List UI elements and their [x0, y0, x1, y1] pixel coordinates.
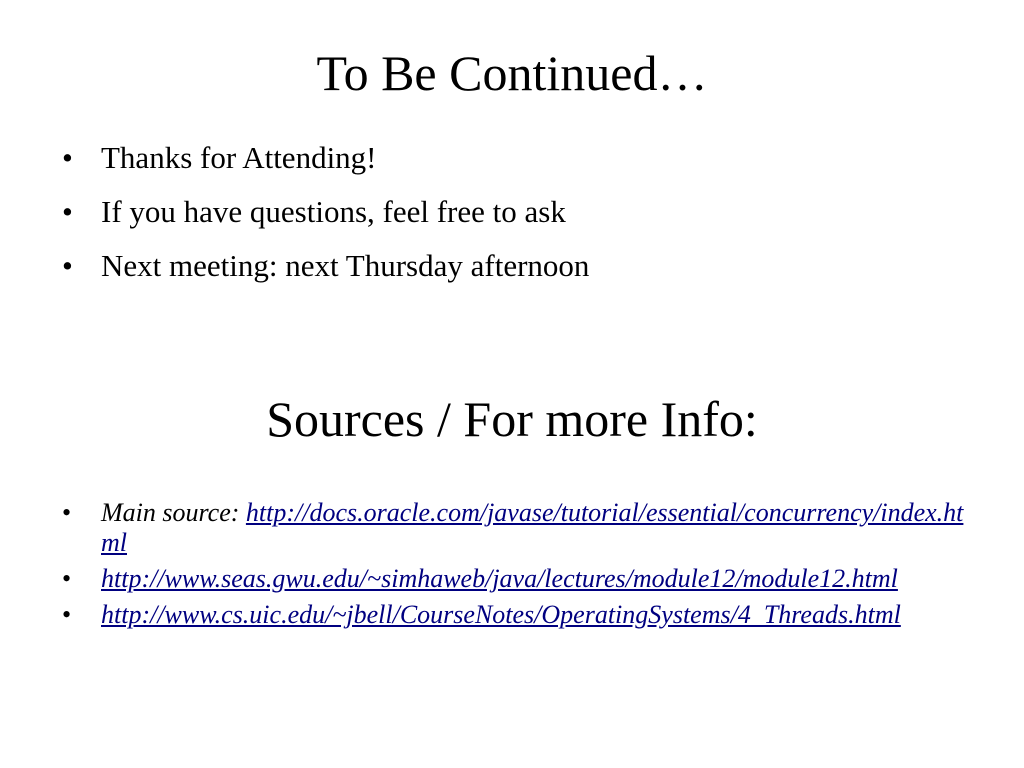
bullet-icon: •: [62, 140, 73, 175]
main-bullet-list: [0, 140, 1024, 302]
sources-list: [0, 498, 1024, 636]
source-item: [0, 600, 1024, 630]
source-item: [0, 564, 1024, 594]
bullet-text: Next meeting: next Thursday afternoon: [101, 248, 590, 283]
sources-title: Sources / For more Info:: [266, 391, 758, 447]
source-link[interactable]: http://docs.oracle.com/javase/tutorial/essential/concurrency/index.html: [101, 498, 964, 557]
source-link[interactable]: http://www.cs.uic.edu/~jbell/CourseNotes/OperatingSystems/4_Threads.html: [101, 600, 901, 629]
bullet-text: If you have questions, feel free to ask: [101, 194, 566, 229]
bullet-item: [0, 140, 1024, 176]
bullet-icon: •: [62, 498, 72, 527]
source-prefix: Main source:: [101, 498, 246, 527]
bullet-icon: •: [62, 564, 72, 593]
source-link[interactable]: http://www.seas.gwu.edu/~simhaweb/java/lectures/module12/module12.html: [101, 564, 898, 593]
bullet-icon: •: [62, 248, 73, 283]
bullet-text: Thanks for Attending!: [101, 140, 377, 175]
bullet-item: [0, 194, 1024, 230]
bullet-icon: •: [62, 194, 73, 229]
slide-title: To Be Continued…: [316, 45, 708, 101]
source-item: [0, 498, 1024, 558]
bullet-item: [0, 248, 1024, 284]
bullet-icon: •: [62, 600, 72, 629]
